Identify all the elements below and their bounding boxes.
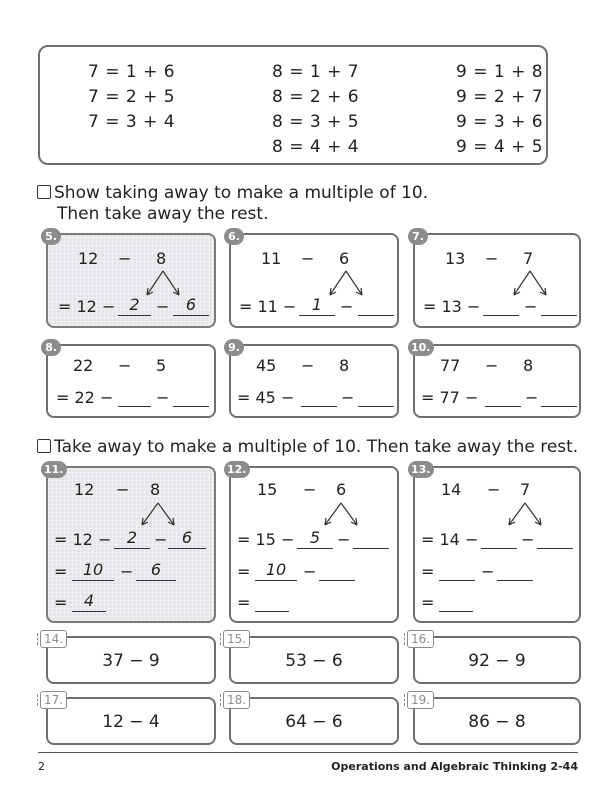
operator: − xyxy=(487,480,501,499)
problem-number: 10. xyxy=(408,339,434,356)
minuend: 22 xyxy=(73,356,94,375)
answer-blank[interactable] xyxy=(173,315,209,316)
answer-2: 6 xyxy=(185,295,197,314)
problem-number: 6. xyxy=(224,228,244,245)
minuend: 12 xyxy=(74,480,95,499)
problem-number: 16. xyxy=(407,630,434,648)
equals-sign: = xyxy=(421,562,435,581)
practice-expression: 53 − 6 xyxy=(285,651,343,671)
subtrahend: 8 xyxy=(339,356,350,375)
operator: − xyxy=(524,297,538,316)
answer-1: 2 xyxy=(129,295,140,314)
problem-card-7 xyxy=(412,230,581,328)
checkbox-icon[interactable] xyxy=(37,185,51,199)
operator: − xyxy=(303,562,317,581)
subtrahend: 5 xyxy=(156,356,167,375)
section1-line2: Then take away the rest. xyxy=(57,204,269,224)
page-number: 2 xyxy=(38,760,45,773)
equation-start: = 15 − xyxy=(237,530,295,549)
answer-blank[interactable] xyxy=(173,406,209,407)
problem-card-13 xyxy=(411,463,581,623)
section1-line1: Show taking away to make a multiple of 10. xyxy=(54,183,429,203)
problem-card-5 xyxy=(45,230,216,328)
answer-4: 6 xyxy=(150,560,162,579)
subtrahend: 8 xyxy=(523,356,534,375)
problem-number: 14. xyxy=(40,630,67,648)
operator: − xyxy=(481,562,495,581)
fact-7-1: 7 = 1 + 6 xyxy=(88,62,176,82)
practice-expression: 64 − 6 xyxy=(285,712,343,732)
answer-blank[interactable] xyxy=(72,580,114,581)
equation-start: = 77 − xyxy=(421,388,479,407)
problem-number: 7. xyxy=(408,228,428,245)
operator: − xyxy=(525,388,539,407)
practice-expression: 92 − 9 xyxy=(468,651,526,671)
minuend: 13 xyxy=(445,249,466,268)
practice-expression: 86 − 8 xyxy=(468,712,526,732)
problem-number: 12. xyxy=(224,461,250,478)
operator: − xyxy=(118,356,132,375)
problem-card-12 xyxy=(227,463,399,623)
answer-blank[interactable] xyxy=(168,548,206,549)
fact-9-2: 9 = 2 + 7 xyxy=(456,87,544,107)
split-arrows-icon xyxy=(510,271,550,299)
split-arrows-icon xyxy=(321,503,361,529)
answer-blank[interactable] xyxy=(439,611,473,612)
fact-9-3: 9 = 3 + 6 xyxy=(456,112,544,132)
answer-1: 1 xyxy=(311,295,323,314)
equals-sign: = xyxy=(54,562,68,581)
practice-card-16[interactable] xyxy=(411,632,581,684)
minuend: 45 xyxy=(256,356,277,375)
answer-blank[interactable] xyxy=(481,548,517,549)
problem-card-11 xyxy=(44,463,216,623)
problem-number: 9. xyxy=(224,339,244,356)
answer-blank[interactable] xyxy=(319,580,355,581)
fact-8-3: 8 = 3 + 5 xyxy=(272,112,360,132)
minuend: 77 xyxy=(440,356,461,375)
operator: − xyxy=(301,356,315,375)
practice-card-19[interactable] xyxy=(411,693,581,745)
fact-9-4: 9 = 4 + 5 xyxy=(456,137,544,157)
answer-blank[interactable] xyxy=(439,580,475,581)
answer-blank[interactable] xyxy=(297,548,333,549)
answer-blank[interactable] xyxy=(301,406,337,407)
problem-card-10 xyxy=(411,341,581,418)
fact-8-2: 8 = 2 + 6 xyxy=(272,87,360,107)
equals-sign: = xyxy=(54,593,68,612)
split-arrows-icon xyxy=(138,503,178,529)
number-facts-box xyxy=(38,45,548,165)
answer-blank[interactable] xyxy=(537,548,573,549)
practice-expression: 37 − 9 xyxy=(102,651,160,671)
practice-card-15[interactable] xyxy=(227,632,399,684)
minuend: 15 xyxy=(257,480,278,499)
subtrahend: 7 xyxy=(520,480,531,499)
operator: − xyxy=(154,530,168,549)
practice-card-18[interactable] xyxy=(227,693,399,745)
answer-blank[interactable] xyxy=(118,406,151,407)
answer-blank[interactable] xyxy=(358,315,394,316)
operator: − xyxy=(156,297,170,316)
fact-8-4: 8 = 4 + 4 xyxy=(272,137,360,157)
subtrahend: 8 xyxy=(150,480,161,499)
footer-title: Operations and Algebraic Thinking 2-44 xyxy=(331,760,578,773)
section2-text: Take away to make a multiple of 10. Then take away the rest. xyxy=(54,437,579,457)
fact-9-1: 9 = 1 + 8 xyxy=(456,62,544,82)
operator: − xyxy=(521,530,535,549)
answer-3: 10 xyxy=(265,560,287,579)
operator: − xyxy=(118,249,132,268)
problem-card-9 xyxy=(228,341,399,418)
equation-start: = 14 − xyxy=(421,530,479,549)
minuend: 12 xyxy=(78,249,99,268)
problem-number: 8. xyxy=(41,339,61,356)
fact-7-3: 7 = 3 + 4 xyxy=(88,112,176,132)
operator: − xyxy=(485,249,499,268)
subtrahend: 7 xyxy=(523,249,534,268)
answer-blank[interactable] xyxy=(485,406,521,407)
operator: − xyxy=(340,297,354,316)
minuend: 14 xyxy=(441,480,462,499)
answer-blank[interactable] xyxy=(136,580,176,581)
answer-blank[interactable] xyxy=(118,315,151,316)
practice-expression: 12 − 4 xyxy=(102,712,160,732)
answer-blank[interactable] xyxy=(72,611,106,612)
fact-8-1: 8 = 1 + 7 xyxy=(272,62,360,82)
answer-blank[interactable] xyxy=(114,548,150,549)
equation-start: = 22 − xyxy=(56,388,114,407)
equation-start: = 13 − xyxy=(423,297,481,316)
answer-blank[interactable] xyxy=(353,548,389,549)
answer-blank[interactable] xyxy=(358,406,394,407)
problem-number: 11. xyxy=(41,461,67,478)
equals-sign: = xyxy=(237,562,251,581)
checkbox-icon[interactable] xyxy=(37,439,51,453)
answer-blank[interactable] xyxy=(255,611,289,612)
subtrahend: 6 xyxy=(336,480,347,499)
split-arrows-icon xyxy=(505,503,545,529)
equation-start: = 12 − xyxy=(54,530,112,549)
problem-card-6 xyxy=(228,230,399,328)
minuend: 11 xyxy=(261,249,282,268)
footer-divider xyxy=(38,752,578,753)
operator: − xyxy=(485,356,499,375)
section1-instruction xyxy=(37,183,428,203)
equation-start: = 11 − xyxy=(239,297,297,316)
problem-card-8 xyxy=(45,341,216,418)
answer-blank[interactable] xyxy=(299,315,335,316)
answer-blank[interactable] xyxy=(541,315,577,316)
subtrahend: 8 xyxy=(156,249,167,268)
operator: − xyxy=(337,530,351,549)
problem-number: 15. xyxy=(223,630,250,648)
operator: − xyxy=(116,480,130,499)
subtrahend: 6 xyxy=(339,249,350,268)
operator: − xyxy=(303,480,317,499)
problem-number: 18. xyxy=(223,691,250,709)
answer-blank[interactable] xyxy=(255,580,297,581)
practice-card-17[interactable] xyxy=(44,693,216,745)
fact-7-2: 7 = 2 + 5 xyxy=(88,87,176,107)
operator: − xyxy=(341,388,355,407)
problem-number: 13. xyxy=(408,461,434,478)
final-answer: 4 xyxy=(83,591,95,610)
problem-number: 19. xyxy=(407,691,434,709)
equals-sign: = xyxy=(237,593,251,612)
problem-number: 17. xyxy=(40,691,67,709)
answer-2: 6 xyxy=(181,528,193,547)
equation-start: = 45 − xyxy=(237,388,295,407)
equation-start: = 12 − xyxy=(58,297,116,316)
section2-instruction xyxy=(37,437,578,457)
practice-card-14[interactable] xyxy=(44,632,216,684)
answer-blank[interactable] xyxy=(497,580,533,581)
operator: − xyxy=(301,249,315,268)
answer-1: 2 xyxy=(126,528,138,547)
answer-blank[interactable] xyxy=(541,406,577,407)
answer-1: 5 xyxy=(309,528,321,547)
answer-blank[interactable] xyxy=(483,315,519,316)
operator: − xyxy=(156,388,170,407)
answer-3: 10 xyxy=(82,560,104,579)
operator: − xyxy=(120,562,134,581)
problem-number: 5. xyxy=(41,228,61,245)
equals-sign: = xyxy=(421,593,435,612)
